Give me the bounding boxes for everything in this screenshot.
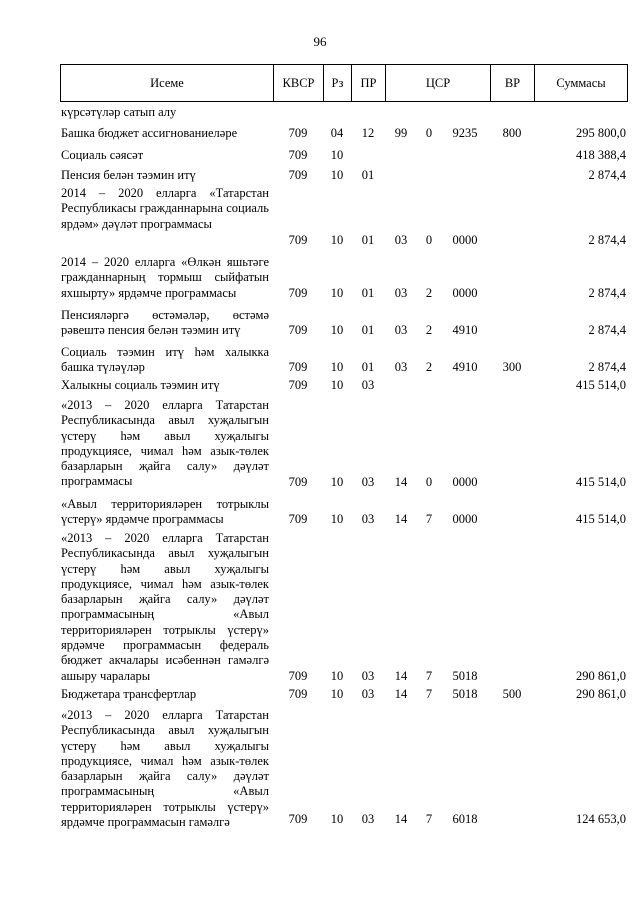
cell-c2: 2: [425, 323, 433, 337]
cell-sum: 124 653,0: [576, 812, 626, 826]
cell-kvsr: 709: [288, 669, 308, 683]
header-vr: ВР: [491, 65, 535, 101]
row-name: «2013 – 2020 елларга Татарстан Республикасында авыл хуҗалыгын үстерү һәм авыл хуҗалыгы продукциясе, чимал һәм азык-төлек базарларын җайга салу» дәүләт программасының «Авыл территорияләрен тотрыклы үстерү» ярдәмче программасын гамәлгә: [61, 708, 269, 830]
cell-pr: 01: [361, 360, 375, 374]
header-kvsr: КВСР: [274, 65, 324, 101]
row-name: Бюджетара трансфертлар: [61, 687, 197, 701]
cell-c1: 14: [394, 687, 408, 701]
cell-c3: 5018: [452, 669, 478, 683]
cell-kvsr: 709: [288, 378, 308, 392]
cell-pr: 01: [361, 233, 375, 247]
cell-c3: 9235: [452, 126, 478, 140]
cell-c3: 0000: [452, 475, 478, 489]
table-row: [60, 126, 628, 141]
row-name: 2014 – 2020 елларга «Өлкән яшьтәге гражданнарның тормыш сыйфатын яхшырту» ярдәмче программасы: [61, 255, 269, 300]
row-codes: [60, 669, 628, 684]
cell-c3: 6018: [452, 812, 478, 826]
cell-rz: 10: [330, 687, 344, 701]
row-codes: [60, 687, 628, 702]
cell-sum: 2 874,4: [588, 233, 626, 247]
cell-c3: 0000: [452, 512, 478, 526]
table-row: [60, 148, 628, 163]
cell-c3: 5018: [452, 687, 478, 701]
cell-c3: 0000: [452, 286, 478, 300]
cell-c3: 4910: [452, 360, 478, 374]
header-pr: ПР: [352, 65, 386, 101]
table-row: [60, 186, 628, 248]
cell-pr: 01: [361, 168, 375, 182]
cell-sum: 418 388,4: [576, 148, 626, 162]
cell-pr: 03: [361, 512, 375, 526]
cell-pr: 12: [361, 126, 375, 140]
cell-rz: 10: [330, 168, 344, 182]
table-row: [60, 308, 628, 338]
cell-rz: 10: [330, 475, 344, 489]
table-header: [60, 64, 628, 102]
cell-c1: 03: [394, 233, 408, 247]
cell-rz: 10: [330, 378, 344, 392]
table-row: [60, 168, 628, 183]
cell-vr: 300: [502, 360, 522, 374]
cell-pr: 01: [361, 323, 375, 337]
cell-sum: 295 800,0: [576, 126, 626, 140]
cell-rz: 10: [330, 148, 344, 162]
cell-kvsr: 709: [288, 168, 308, 182]
row-name: Социаль тәэмин итү һәм халыкка башка түләүләр: [61, 345, 269, 375]
row-codes: [60, 360, 628, 375]
cell-vr: 500: [502, 687, 522, 701]
row-codes: [60, 148, 628, 163]
cell-c1: 14: [394, 512, 408, 526]
table-row: [60, 378, 628, 393]
header-name: Исеме: [61, 65, 274, 101]
cell-c2: 0: [425, 233, 433, 247]
cell-c2: 7: [425, 687, 433, 701]
cell-pr: 01: [361, 286, 375, 300]
cell-sum: 2 874,4: [588, 323, 626, 337]
row-name: «Авыл территорияләрен тотрыклы үстерү» ярдәмче программасы: [61, 497, 269, 527]
cell-c2: 2: [425, 360, 433, 374]
header-csr: ЦСР: [386, 65, 491, 101]
cell-pr: 03: [361, 378, 375, 392]
row-name: Пенсия белән тәэмин итү: [61, 168, 196, 182]
row-name: «2013 – 2020 елларга Татарстан Республикасында авыл хуҗалыгын үстерү һәм авыл хуҗалыгы продукциясе, чимал һәм азык-төлек базарларын җайга салу» дәүләт программасы: [61, 398, 269, 489]
row-name: Башка бюджет ассигнованиеләре: [61, 126, 238, 140]
row-name: «2013 – 2020 елларга Татарстан Республикасында авыл хуҗалыгын үстерү һәм авыл хуҗалыгы продукциясе, чимал һәм азык-төлек базарларын җайга салу» дәүләт программасының «Авыл территорияләрен тотрыклы үстерү» ярдәмче программасын федераль бюджет акчалары исәбеннән гамәлгә ашыру чаралары: [61, 531, 269, 683]
row-name: Халыкны социаль тәэмин итү: [61, 378, 220, 392]
cell-c1: 14: [394, 812, 408, 826]
cell-kvsr: 709: [288, 126, 308, 140]
cell-rz: 04: [330, 126, 344, 140]
cell-c1: 03: [394, 286, 408, 300]
cell-rz: 10: [330, 286, 344, 300]
row-codes: [60, 105, 628, 120]
cell-c2: 7: [425, 669, 433, 683]
cell-sum: 2 874,4: [588, 286, 626, 300]
row-name: Социаль сәясәт: [61, 148, 144, 162]
cell-kvsr: 709: [288, 812, 308, 826]
table-row: [60, 687, 628, 702]
cell-rz: 10: [330, 512, 344, 526]
cell-sum: 290 861,0: [576, 687, 626, 701]
cell-c1: 14: [394, 669, 408, 683]
cell-sum: 415 514,0: [576, 475, 626, 489]
cell-c2: 7: [425, 512, 433, 526]
row-codes: [60, 475, 628, 490]
table-row: [60, 345, 628, 375]
table-row: [60, 105, 628, 120]
cell-c2: 7: [425, 812, 433, 826]
row-codes: [60, 512, 628, 527]
cell-c3: 0000: [452, 233, 478, 247]
cell-c1: 03: [394, 360, 408, 374]
cell-rz: 10: [330, 812, 344, 826]
cell-c2: 2: [425, 286, 433, 300]
cell-kvsr: 709: [288, 148, 308, 162]
cell-c1: 03: [394, 323, 408, 337]
cell-sum: 290 861,0: [576, 669, 626, 683]
row-name: Пенсияләргә өстәмәләр, өстәмә рәвештә пенсия белән тәэмин итү: [61, 308, 269, 338]
cell-rz: 10: [330, 360, 344, 374]
cell-rz: 10: [330, 233, 344, 247]
cell-kvsr: 709: [288, 286, 308, 300]
row-codes: [60, 168, 628, 183]
cell-kvsr: 709: [288, 360, 308, 374]
table-row: [60, 255, 628, 301]
table-row: [60, 398, 628, 490]
table-row: [60, 531, 628, 684]
cell-kvsr: 709: [288, 475, 308, 489]
cell-pr: 03: [361, 812, 375, 826]
row-codes: [60, 812, 628, 827]
row-name: күрсәтүләр сатып алу: [61, 105, 177, 119]
header-rz: Рз: [324, 65, 352, 101]
row-codes: [60, 233, 628, 248]
row-codes: [60, 323, 628, 338]
row-name: 2014 – 2020 елларга «Татарстан Республикасы гражданнарына социаль ярдәм» дәүләт программасы: [61, 186, 269, 231]
table-row: [60, 708, 628, 830]
header-sum: Суммасы: [556, 75, 606, 90]
cell-pr: 03: [361, 669, 375, 683]
cell-c2: 0: [425, 126, 433, 140]
cell-c1: 99: [394, 126, 408, 140]
row-codes: [60, 378, 628, 393]
cell-kvsr: 709: [288, 687, 308, 701]
cell-c1: 14: [394, 475, 408, 489]
cell-sum: 2 874,4: [588, 168, 626, 182]
cell-sum: 2 874,4: [588, 360, 626, 374]
table-row: [60, 497, 628, 527]
cell-kvsr: 709: [288, 233, 308, 247]
row-codes: [60, 126, 628, 141]
page-number: 96: [313, 34, 327, 49]
cell-kvsr: 709: [288, 512, 308, 526]
cell-rz: 10: [330, 669, 344, 683]
cell-kvsr: 709: [288, 323, 308, 337]
cell-sum: 415 514,0: [576, 378, 626, 392]
cell-c2: 0: [425, 475, 433, 489]
cell-pr: 03: [361, 687, 375, 701]
row-codes: [60, 286, 628, 301]
cell-sum: 415 514,0: [576, 512, 626, 526]
cell-rz: 10: [330, 323, 344, 337]
cell-c3: 4910: [452, 323, 478, 337]
cell-vr: 800: [502, 126, 522, 140]
cell-pr: 03: [361, 475, 375, 489]
